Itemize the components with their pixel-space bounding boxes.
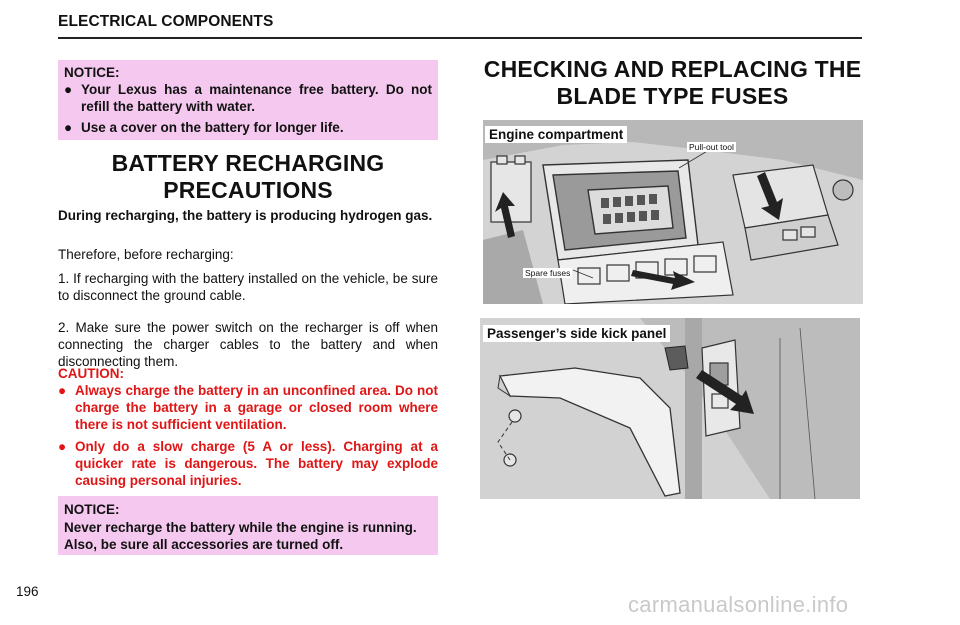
- kick-panel-figure: [480, 318, 860, 499]
- notice-item-text: Use a cover on the battery for longer life.: [81, 120, 344, 135]
- notice-title: NOTICE:: [64, 65, 120, 80]
- body-step-1: 1. If recharging with the battery installed on the vehicle, be sure to disconnect the ground cable.: [58, 271, 438, 303]
- notice-title: NOTICE:: [64, 502, 120, 517]
- caution-block: [58, 366, 438, 489]
- page-number: 196: [16, 584, 39, 599]
- body-therefore: Therefore, before recharging:: [58, 247, 234, 262]
- notice-line-1: Never recharge the battery while the engine is running.: [64, 520, 417, 535]
- fuses-heading: [460, 56, 885, 110]
- caution-item-text: Only do a slow charge (5 A or less). Charging at a quicker rate is dangerous. The battery may explode causing personal injuries.: [75, 439, 438, 488]
- notice-item: [64, 119, 432, 136]
- bullet-icon: ●: [64, 120, 73, 135]
- bullet-icon: ●: [64, 82, 73, 97]
- kick-panel-illustration: [480, 318, 860, 499]
- fuses-heading-line2: BLADE TYPE FUSES: [556, 83, 789, 109]
- caution-item-text: Always charge the battery in an unconfined area. Do not charge the battery in a garage or closed room where there is not sufficient ventilation.: [75, 383, 438, 432]
- watermark: carmanualsonline.info: [628, 592, 849, 617]
- battery-heading: [58, 150, 438, 204]
- kick-panel-label: Passenger’s side kick panel: [483, 325, 670, 342]
- notice-box-top: [58, 60, 438, 140]
- body-step-2: 2. Make sure the power switch on the recharger is off when connecting the charger cables to the battery and when disconnecting them.: [58, 320, 438, 369]
- battery-heading-line2: PRECAUTIONS: [163, 177, 333, 203]
- spare-fuses-callout: Spare fuses: [525, 268, 571, 278]
- notice-item: [64, 81, 432, 115]
- notice-line-2: Also, be sure all accessories are turned off.: [64, 537, 344, 552]
- caution-item: [58, 382, 438, 433]
- notice-box-bottom: [58, 496, 438, 555]
- header-rule: [58, 37, 862, 39]
- section-header: ELECTRICAL COMPONENTS: [58, 13, 274, 30]
- body-intro: During recharging, the battery is producing hydrogen gas.: [58, 208, 433, 223]
- fuses-heading-line1: CHECKING AND REPLACING THE: [483, 56, 862, 82]
- pull-out-tool-callout: Pull-out tool: [689, 142, 734, 152]
- notice-item-text: Your Lexus has a maintenance free battery. Do not refill the battery with water.: [81, 82, 432, 114]
- caution-item: [58, 438, 438, 489]
- engine-compartment-figure: [483, 120, 863, 304]
- caution-title: CAUTION:: [58, 366, 124, 381]
- bullet-icon: ●: [58, 439, 67, 454]
- bullet-icon: ●: [58, 383, 67, 398]
- battery-heading-line1: BATTERY RECHARGING: [111, 150, 385, 176]
- engine-compartment-label: Engine compartment: [485, 126, 627, 143]
